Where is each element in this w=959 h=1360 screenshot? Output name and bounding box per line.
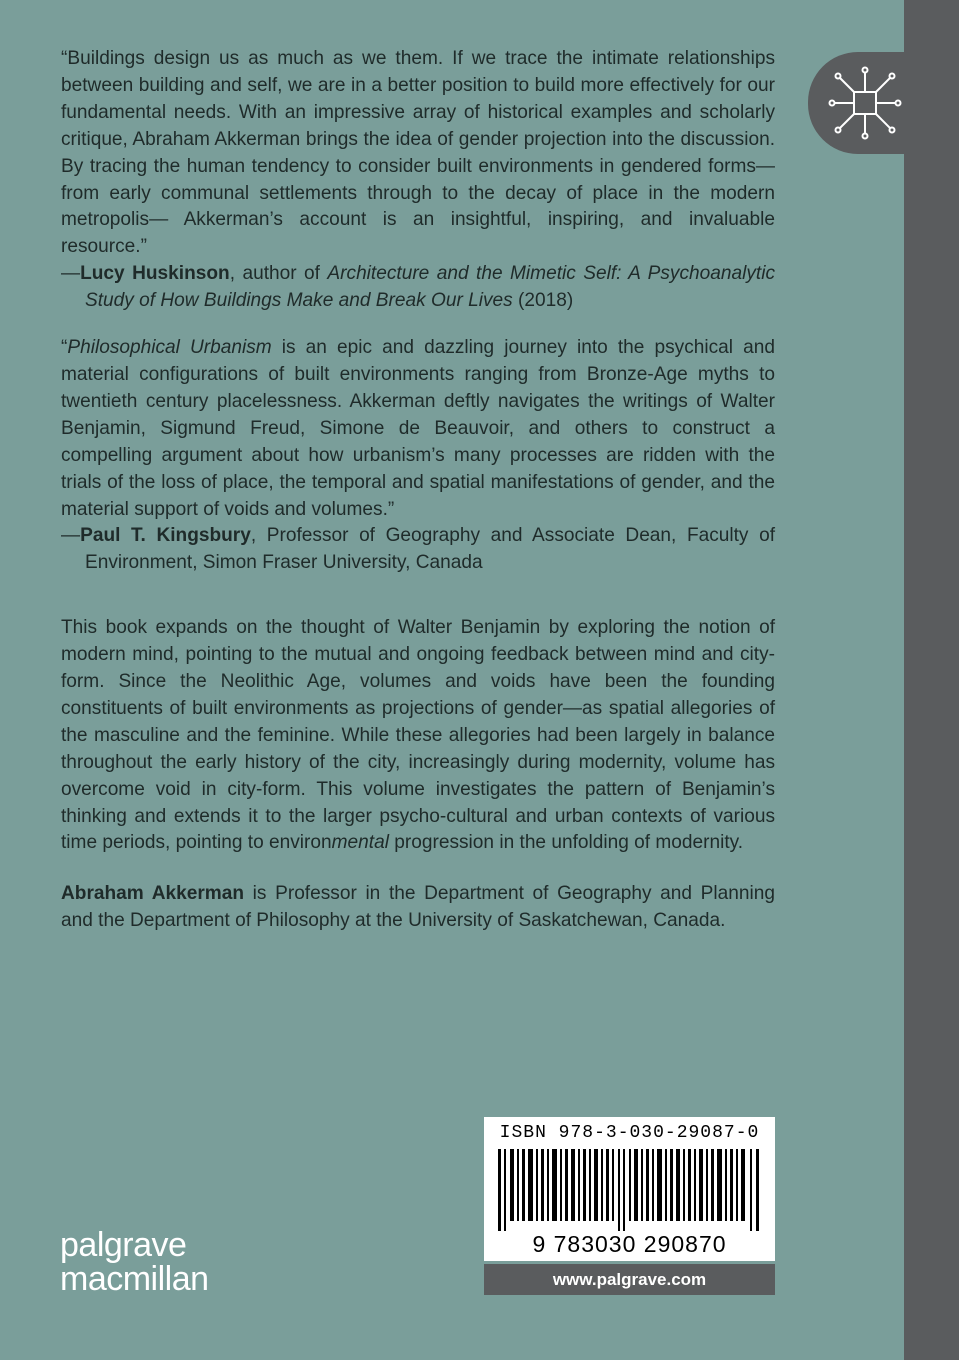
logo-tab xyxy=(808,52,918,154)
publisher-logo xyxy=(60,1228,209,1296)
spine-strip xyxy=(904,0,959,1360)
blurb-1-attribution: —Lucy Huskinson, author of Architecture and the Mimetic Self: A Psychoanalytic Study of How Buildings Make and Break Our Lives (2018) xyxy=(61,263,775,312)
isbn-label: ISBN 978-3-030-29087-0 xyxy=(499,1123,760,1143)
blurb-1-quote: “Buildings design us as much as we them. If we trace the intimate relationships between building and self, we are in a better position to build more effectively for our fundamental needs. With an impressive array of historical examples and scholarly critique, Abraham Akkerman brings the idea of gender projection into the discussion. By tracing the human tendency to consider built environments in gendered forms—from early communal settlements through to the decay of place in the modern metropolis— Akkerman’s account is an insightful, inspiring, and invaluable resource.” xyxy=(61,48,775,258)
back-cover-text xyxy=(61,46,775,935)
blurb-2-attribution: —Paul T. Kingsbury, Professor of Geography and Associate Dean, Faculty of Environment, Simon Fraser University, Canada xyxy=(61,525,775,574)
barcode-box xyxy=(484,1117,775,1261)
blurb-1-book-title: Architecture and the Mimetic Self: A Psychoanalytic Study of How Buildings Make and Break Our Lives xyxy=(85,263,775,312)
barcode-digits: 9 783030 290870 xyxy=(532,1231,727,1257)
blurb-2-quote: “Philosophical Urbanism is an epic and dazzling journey into the psychical and material configurations of built environments ranging from Bronze-Age myths to twentieth century placelessness. Akkerman deftly navigates the writings of Walter Benjamin, Sigmund Freud, Simone de Beauvoir, and others to construct a compelling argument about how urbanism’s many processes are ridden with the trials of the loss of place, the temporal and spatial manifestations of gender, and the material support of voids and volumes.” xyxy=(61,337,775,520)
blurb-1-author: Lucy Huskinson xyxy=(80,263,230,285)
palgrave-network-icon xyxy=(824,62,906,144)
book-description: This book expands on the thought of Walter Benjamin by exploring the notion of modern mind, pointing to the mutual and ongoing feedback between mind and city-form. Since the Neolithic Age, volumes and voids have been the founding constituents of built environments as projections of gender—as spatial allegories of the masculine and the feminine. While these allegories had been largely in balance throughout the early history of the city, increasingly during modernity, volume has overcome void in city-form. This volume investigates the pattern of Benjamin’s thinking and extends it to the larger psycho-cultural and urban contexts of various time periods, pointing to environmental progression in the unfolding of modernity. xyxy=(61,617,775,854)
author-bio: Abraham Akkerman is Professor in the Department of Geography and Planning and the Department of Philosophy at the University of Saskatchewan, Canada. xyxy=(61,883,775,932)
barcode-icon xyxy=(498,1149,761,1231)
blurb-2-author: Paul T. Kingsbury xyxy=(80,525,251,547)
blurb-2-book-title: Philosophical Urbanism xyxy=(67,337,272,359)
publisher-line-1: palgrave xyxy=(60,1226,187,1264)
publisher-line-2: macmillan xyxy=(60,1260,209,1298)
author-bio-name: Abraham Akkerman xyxy=(61,883,245,905)
publisher-website[interactable]: www.palgrave.com xyxy=(484,1264,775,1295)
